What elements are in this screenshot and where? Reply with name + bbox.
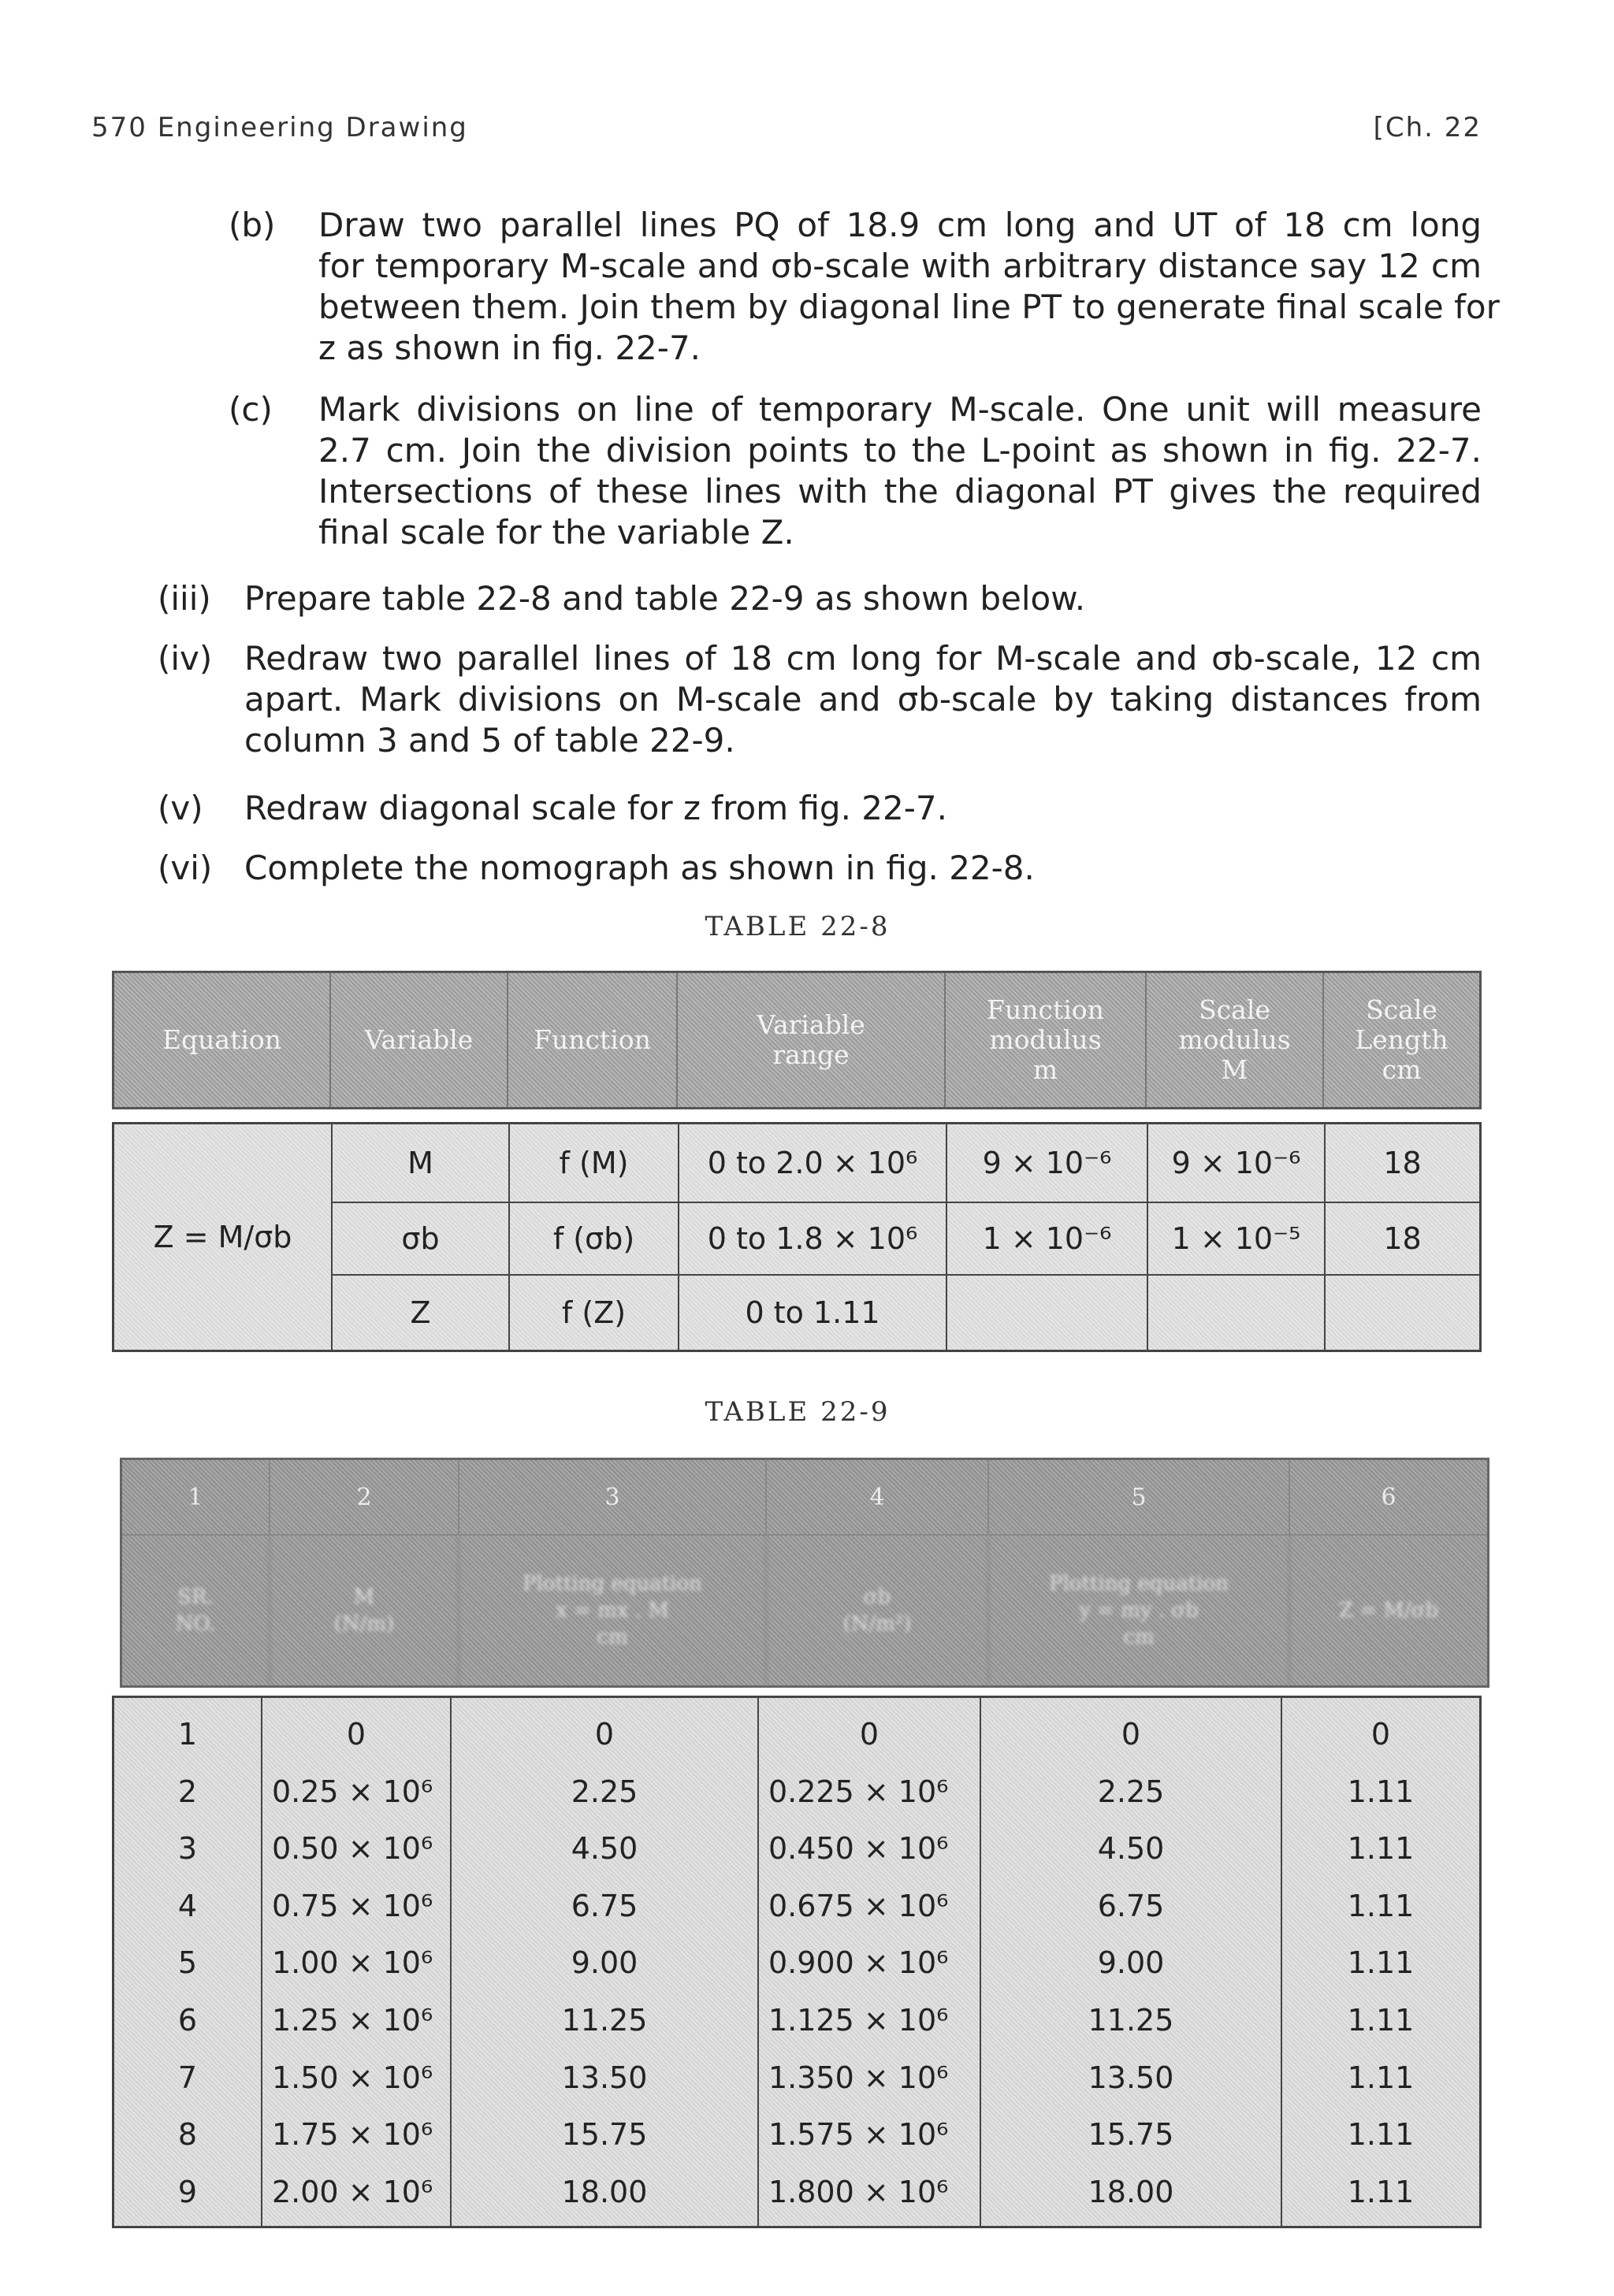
table-22-9-caption: TABLE 22-9 xyxy=(705,1396,891,1428)
table-cell: 6.75 xyxy=(571,1888,638,1923)
header-variable: Variable xyxy=(331,973,508,1107)
step-label: (b) xyxy=(229,206,276,244)
table-cell: 8 xyxy=(177,2117,198,2153)
table-cell xyxy=(1324,1276,1479,1350)
table-cell: 3 xyxy=(177,1831,198,1867)
table-cell: 6.75 xyxy=(1097,1888,1165,1923)
column-number: 4 xyxy=(767,1460,989,1536)
column-y xyxy=(981,1698,1282,2226)
header-sr-no: SR. NO. xyxy=(122,1536,270,1685)
column-x xyxy=(452,1698,759,2226)
table-cell: 13.50 xyxy=(1088,2060,1174,2095)
table-cell: 0 to 1.8 × 10⁶ xyxy=(678,1203,946,1276)
table-cell: σb xyxy=(331,1203,508,1276)
table-cell: 18 xyxy=(1324,1124,1479,1203)
chapter-label: [Ch. 22 xyxy=(1373,112,1482,143)
table-cell: 7 xyxy=(177,2060,198,2095)
table-cell: 1.50 × 10⁶ xyxy=(272,2060,433,2095)
step-line: Mark divisions on line of temporary M-scale. One unit will measure xyxy=(318,390,1482,429)
table-cell: 1 × 10⁻⁶ xyxy=(946,1203,1147,1276)
table-cell: 1.11 xyxy=(1347,2060,1415,2095)
step-line: Redraw diagonal scale for z from fig. 22-7. xyxy=(244,789,947,827)
column-sigma-b xyxy=(759,1698,981,2226)
page-header xyxy=(91,112,1482,159)
table-cell: 1.575 × 10⁶ xyxy=(768,2117,949,2153)
table-cell: f (M) xyxy=(508,1124,678,1203)
table-22-8-caption: TABLE 22-8 xyxy=(705,911,891,942)
header-sigma-b: σb (N/m²) xyxy=(767,1536,989,1685)
table-cell: 0.50 × 10⁶ xyxy=(272,1831,433,1867)
table-cell: 0 xyxy=(1370,1717,1391,1752)
step-line: Draw two parallel lines PQ of 18.9 cm long and UT of 18 cm long xyxy=(318,206,1482,244)
equation-cell: Z = M/σb xyxy=(153,1220,292,1254)
column-number: 6 xyxy=(1290,1460,1487,1536)
table-cell: 9 × 10⁻⁶ xyxy=(946,1124,1147,1203)
column-z xyxy=(1282,1698,1479,2226)
step-line: 2.7 cm. Join the division points to the L-point as shown in fig. 22-7. xyxy=(318,431,1482,470)
table-cell: 0 xyxy=(346,1717,366,1752)
column-number: 1 xyxy=(122,1460,270,1536)
table-cell: 1.800 × 10⁶ xyxy=(768,2174,949,2209)
table-cell: 0.25 × 10⁶ xyxy=(272,1774,433,1809)
table-cell: 0 xyxy=(859,1717,880,1752)
header-z: Z = M/σb xyxy=(1338,1599,1439,1622)
table-cell: 1.125 × 10⁶ xyxy=(768,2003,949,2038)
column-m xyxy=(262,1698,452,2226)
table-cell: 0 to 2.0 × 10⁶ xyxy=(678,1124,946,1203)
step-line: between them. Join them by diagonal line PT to generate final scale for xyxy=(318,288,1500,326)
header-scale-modulus: Scale modulus M xyxy=(1147,973,1324,1107)
table-cell: 11.25 xyxy=(1088,2003,1174,2038)
step-label: (vi) xyxy=(158,849,213,887)
table-cell: 1.350 × 10⁶ xyxy=(768,2060,949,2095)
table-cell: 4.50 xyxy=(1097,1831,1165,1867)
step-label: (c) xyxy=(229,390,273,429)
table-cell: 1.11 xyxy=(1347,1831,1415,1867)
table-cell xyxy=(946,1276,1147,1350)
table-cell: 4 xyxy=(177,1888,198,1923)
step-line: Complete the nomograph as shown in fig. 22-8. xyxy=(244,849,1035,887)
table-cell: 11.25 xyxy=(561,2003,648,2038)
step-line: final scale for the variable Z. xyxy=(318,513,794,552)
table-22-9-body xyxy=(112,1696,1482,2228)
table-cell: 0 xyxy=(1121,1717,1141,1752)
table-cell: 1.75 × 10⁶ xyxy=(272,2117,433,2153)
table-cell: 0.225 × 10⁶ xyxy=(768,1774,949,1809)
step-line: z as shown in fig. 22-7. xyxy=(318,329,701,367)
table-cell: 1.11 xyxy=(1347,2174,1415,2209)
table-cell: 2.00 × 10⁶ xyxy=(272,2174,433,2209)
table-cell: 4.50 xyxy=(571,1831,638,1867)
page-number-title: 570 Engineering Drawing xyxy=(91,112,468,143)
table-22-9-header xyxy=(120,1458,1489,1688)
table-cell xyxy=(1147,1276,1324,1350)
table-cell: 1 xyxy=(177,1717,198,1752)
table-cell: 2 xyxy=(177,1774,198,1809)
table-cell: 13.50 xyxy=(561,2060,648,2095)
step-line: for temporary M-scale and σb-scale with arbitrary distance say 12 cm xyxy=(318,247,1482,285)
header-function-modulus: Function modulus m xyxy=(946,973,1147,1107)
header-function: Function xyxy=(508,973,678,1107)
table-cell: 0.900 × 10⁶ xyxy=(768,1945,949,1981)
table-cell: 1.11 xyxy=(1347,1774,1415,1809)
header-m: M (N/m) xyxy=(270,1536,459,1685)
table-cell: 0 xyxy=(594,1717,615,1752)
table-cell: f (Z) xyxy=(508,1276,678,1350)
table-cell: 1.11 xyxy=(1347,1945,1415,1981)
table-cell: 6 xyxy=(177,2003,198,2038)
table-cell: M xyxy=(331,1124,508,1203)
step-line: apart. Mark divisions on M-scale and σb-scale by taking distances from xyxy=(244,680,1482,719)
table-cell: 2.25 xyxy=(571,1774,638,1809)
step-label: (iv) xyxy=(158,639,213,678)
table-cell: 1.11 xyxy=(1347,1888,1415,1923)
step-label: (iii) xyxy=(158,579,211,618)
header-scale-length: Scale Length cm xyxy=(1355,994,1449,1085)
column-sr-no xyxy=(114,1698,262,2226)
column-number: 5 xyxy=(989,1460,1290,1536)
step-line: Intersections of these lines with the diagonal PT gives the required xyxy=(318,472,1482,511)
table-22-8-header xyxy=(112,971,1482,1109)
table-cell: 15.75 xyxy=(1088,2117,1174,2153)
table-cell: Z xyxy=(331,1276,508,1350)
table-cell: 9.00 xyxy=(571,1945,638,1981)
table-cell: 15.75 xyxy=(561,2117,648,2153)
header-plotting-x: Plotting equation x = mx . M cm xyxy=(459,1536,767,1685)
table-cell: 1.11 xyxy=(1347,2003,1415,2038)
table-cell: 0.450 × 10⁶ xyxy=(768,1831,949,1867)
step-line: Redraw two parallel lines of 18 cm long for M-scale and σb-scale, 12 cm xyxy=(244,639,1482,678)
table-cell: 1.00 × 10⁶ xyxy=(272,1945,433,1981)
table-cell: 0 to 1.11 xyxy=(678,1276,946,1350)
step-line: Prepare table 22-8 and table 22-9 as shown below. xyxy=(244,579,1086,618)
table-cell: 9 × 10⁻⁶ xyxy=(1147,1124,1324,1203)
table-cell: 1.11 xyxy=(1347,2117,1415,2153)
table-cell: 2.25 xyxy=(1097,1774,1165,1809)
table-cell: f (σb) xyxy=(508,1203,678,1276)
table-cell: 5 xyxy=(177,1945,198,1981)
column-number: 3 xyxy=(459,1460,767,1536)
header-variable-range: Variable range xyxy=(678,973,946,1107)
table-cell: 18 xyxy=(1324,1203,1479,1276)
table-cell: 18.00 xyxy=(1088,2174,1174,2209)
column-number: 2 xyxy=(270,1460,459,1536)
table-22-8-body xyxy=(112,1122,1482,1352)
table-cell: 18.00 xyxy=(561,2174,648,2209)
step-label: (v) xyxy=(158,789,203,827)
step-line: column 3 and 5 of table 22-9. xyxy=(244,721,735,760)
table-cell: 1 × 10⁻⁵ xyxy=(1147,1203,1324,1276)
table-cell: 1.25 × 10⁶ xyxy=(272,2003,433,2038)
table-cell: 9.00 xyxy=(1097,1945,1165,1981)
table-cell: 0.675 × 10⁶ xyxy=(768,1888,949,1923)
header-equation: Equation xyxy=(114,973,331,1107)
table-cell: 9 xyxy=(177,2174,198,2209)
header-plotting-y: Plotting equation y = my . σb cm xyxy=(989,1536,1290,1685)
table-cell: 0.75 × 10⁶ xyxy=(272,1888,433,1923)
